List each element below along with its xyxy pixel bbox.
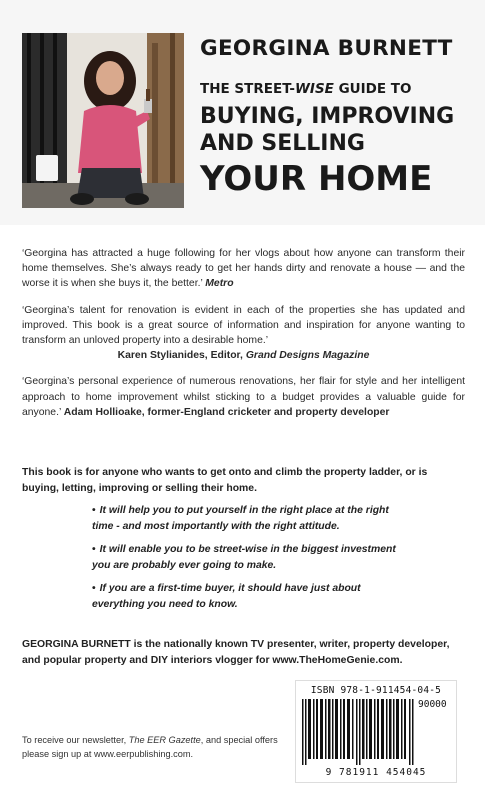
bullet-glyph: • bbox=[92, 544, 96, 555]
cover-header bbox=[0, 0, 485, 225]
title-line-3: YOUR HOME bbox=[200, 159, 433, 199]
author-bio: GEORGINA BURNETT is the nationally known TV presenter, writer, property developer, and popular property and DIY interiors vlogger for www.TheHomeGenie.com. bbox=[22, 639, 450, 666]
barcode-bars-icon bbox=[302, 699, 414, 765]
benefit-item bbox=[92, 581, 402, 612]
benefit-item bbox=[92, 542, 402, 573]
credit-name: Karen Stylianides, Editor, bbox=[117, 350, 246, 362]
isbn-digits: 9 781911 454045 bbox=[325, 767, 427, 778]
newsletter-note bbox=[22, 733, 297, 761]
title-block bbox=[200, 36, 480, 199]
tagline bbox=[200, 81, 480, 97]
newsletter-pre: To receive our newsletter, bbox=[22, 735, 129, 745]
title-line-1: BUYING, IMPROVING bbox=[200, 104, 455, 129]
quote-text: ‘Georgina has attracted a huge following for her vlogs about how anyone can transform their home themselves. She’s always ready to get her hands dirty and renovate a house — and the worse it is when she buys it, the better.’ bbox=[22, 248, 465, 290]
author-name: GEORGINA BURNETT bbox=[200, 36, 453, 61]
author-photo bbox=[22, 33, 184, 208]
quote-adam-hollioake bbox=[22, 374, 465, 420]
newsletter-post: , and special offers please sign up at www.eerpublishing.com. bbox=[22, 735, 278, 759]
credit-publication: Grand Designs Magazine bbox=[245, 350, 370, 362]
benefit-list bbox=[92, 503, 402, 620]
quote-text: ‘Georgina’s personal experience of numerous renovations, her flair for style and her intelligent approach to home improvement whilst sticking to a budget provides a valuable guide for anyone.’ bbox=[22, 376, 465, 418]
author-photo-illustration bbox=[22, 33, 184, 208]
title-line-2: AND SELLING bbox=[200, 131, 365, 156]
pitch-text: This book is for anyone who wants to get onto and climb the property ladder, or is buying, letting, improving or selling their home. bbox=[22, 467, 428, 494]
quote-attribution: Adam Hollioake, former-England cricketer and property developer bbox=[63, 406, 390, 418]
isbn-barcode bbox=[295, 680, 457, 783]
review-quotes bbox=[22, 246, 465, 431]
isbn-label: ISBN 978-1-911454-04-5 bbox=[310, 685, 442, 696]
quote-credit bbox=[22, 348, 465, 363]
quote-text: ‘Georgina’s talent for renovation is evident in each of the properties she has updated and improved. This book is a great source of information and inspiration for anyone wanting to transform an unloved property into a desirable home.’ bbox=[22, 304, 465, 347]
benefit-item bbox=[92, 503, 402, 534]
quote-grand-designs bbox=[22, 303, 465, 349]
tagline-wise: WISE bbox=[295, 81, 334, 97]
quote-metro bbox=[22, 246, 465, 292]
bullet-glyph: • bbox=[92, 505, 96, 516]
quote-attribution: Metro bbox=[205, 278, 234, 290]
tagline-post: GUIDE TO bbox=[333, 81, 412, 97]
benefit-text: If you are a first-time buyer, it should have just about everything you need to know. bbox=[92, 583, 361, 610]
tagline-pre: THE STREET- bbox=[200, 81, 296, 97]
newsletter-name: The EER Gazette bbox=[128, 735, 201, 745]
price-code: 90000 bbox=[418, 699, 447, 710]
bullet-glyph: • bbox=[92, 583, 96, 594]
benefit-text: It will enable you to be street-wise in the biggest investment you are probably ever going to make. bbox=[92, 544, 396, 571]
benefit-text: It will help you to put yourself in the right place at the right time - and most importantly with the right attitude. bbox=[92, 505, 389, 532]
